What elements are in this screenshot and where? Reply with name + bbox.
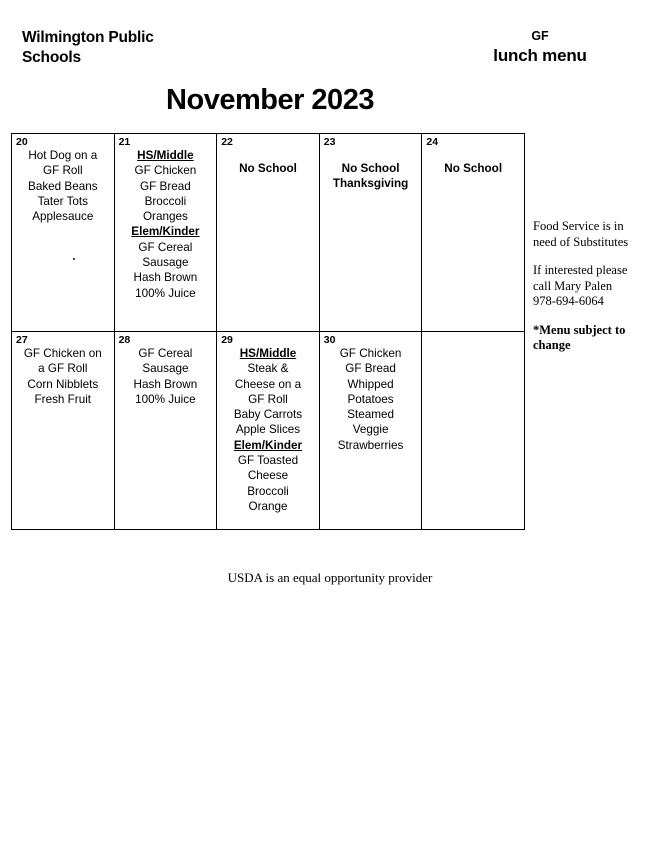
menu-item: Hot Dog on a (28, 149, 98, 162)
menu-item: Steamed (347, 408, 394, 422)
menu-item: Baby Carrots (233, 408, 303, 422)
menu-item: No School (341, 162, 400, 175)
contact-name-line: call Mary Palen (533, 278, 613, 293)
menu-item: GF Cereal (138, 347, 193, 360)
menu-item-list (217, 346, 319, 514)
grade-group-heading: HS/Middle (137, 149, 194, 162)
menu-item: Orange (248, 499, 288, 513)
substitutes-notice (533, 219, 661, 250)
menu-item: 100% Juice (135, 286, 196, 300)
menu-item: Broccoli (247, 484, 289, 498)
menu-item: Apple Slices (235, 423, 301, 437)
calendar-body (12, 134, 525, 530)
district-name-line-1: Wilmington Public (22, 29, 154, 46)
menu-item: Sausage (142, 362, 189, 376)
contact-notice (533, 263, 661, 310)
menu-item: GF Cereal (138, 240, 193, 254)
gluten-free-label: GF (531, 29, 549, 43)
menu-item: Hash Brown (133, 271, 198, 285)
menu-item: Fresh Fruit (34, 392, 92, 406)
scan-artifact-speck (73, 258, 75, 260)
no-school-notice (320, 148, 422, 192)
page-title: November 2023 (166, 84, 374, 116)
menu-item: a GF Roll (38, 362, 88, 376)
menu-item: Cheese on a (234, 377, 302, 391)
day-number: 30 (323, 334, 336, 346)
menu-item: GF Bread (345, 362, 396, 376)
menu-item-list (115, 346, 217, 407)
menu-item: No School (444, 162, 503, 175)
calendar-day-cell (217, 134, 320, 332)
lunch-menu-label: lunch menu (493, 46, 587, 65)
side-notes-panel (533, 219, 661, 354)
grade-group-heading: Elem/Kinder (233, 438, 303, 452)
no-school-notice (422, 148, 524, 176)
menu-calendar (11, 133, 525, 530)
day-number: 29 (221, 334, 233, 346)
menu-item: Applesauce (32, 210, 94, 224)
menu-item-list (320, 346, 422, 453)
menu-item: Steak & (247, 362, 289, 376)
menu-item: Whipped (347, 377, 394, 391)
menu-item: 100% Juice (135, 392, 196, 406)
menu-item: GF Bread (140, 179, 191, 193)
calendar-day-cell (422, 134, 525, 332)
calendar-day-cell (12, 332, 115, 530)
grade-group-heading: Elem/Kinder (131, 225, 200, 239)
substitutes-notice-line: need of Substitutes (533, 234, 629, 249)
calendar-week-row (12, 332, 525, 530)
menu-item-list (115, 148, 217, 301)
calendar-day-cell (217, 332, 320, 530)
menu-item: No School (239, 162, 297, 175)
menu-item: Tater Tots (37, 194, 89, 208)
menu-item: Potatoes (347, 392, 394, 406)
day-number: 24 (426, 136, 439, 148)
day-number: 21 (118, 136, 131, 148)
menu-item: GF Roll (42, 164, 83, 178)
holiday-name: Thanksgiving (332, 177, 409, 191)
day-number (422, 332, 524, 334)
contact-phone-number: 978-694-6064 (533, 294, 604, 308)
menu-disclaimer-line: *Menu subject to (533, 322, 626, 337)
day-number: 23 (323, 136, 336, 148)
menu-item: Cheese (247, 469, 289, 483)
menu-item: GF Chicken (339, 347, 402, 360)
menu-item-list (12, 346, 114, 407)
menu-item: Veggie (352, 423, 389, 437)
menu-type-heading (430, 28, 650, 67)
menu-item: GF Chicken (134, 164, 197, 178)
menu-item-list (12, 148, 114, 224)
menu-item: Corn Nibblets (27, 377, 99, 391)
day-number: 28 (118, 334, 131, 346)
school-district-name (22, 28, 242, 68)
menu-item: GF Chicken on (23, 347, 102, 360)
menu-item: Hash Brown (133, 377, 198, 391)
calendar-day-cell (114, 134, 217, 332)
menu-disclaimer-line: change (533, 338, 571, 352)
substitutes-notice-line: Food Service is in (533, 219, 624, 233)
menu-item: Baked Beans (28, 179, 98, 193)
menu-item: GF Roll (248, 392, 288, 406)
calendar-day-cell (319, 134, 422, 332)
calendar-day-cell (12, 134, 115, 332)
calendar-week-row (12, 134, 525, 332)
contact-notice-line: If interested please (533, 263, 628, 277)
menu-item: GF Toasted (237, 454, 299, 468)
usda-nondiscrimination-statement: USDA is an equal opportunity provider (227, 570, 433, 585)
district-name-line-2: Schools (22, 49, 81, 66)
calendar-day-cell (319, 332, 422, 530)
menu-item: Strawberries (337, 438, 404, 452)
menu-disclaimer (533, 323, 661, 354)
menu-item: Broccoli (144, 194, 187, 208)
day-number: 27 (16, 334, 28, 346)
grade-group-heading: HS/Middle (239, 347, 297, 360)
calendar-day-cell-empty (422, 332, 525, 530)
day-number: 20 (16, 136, 28, 148)
no-school-notice (217, 148, 319, 176)
day-number: 22 (221, 136, 233, 148)
menu-item: Sausage (142, 256, 189, 270)
calendar-day-cell (114, 332, 217, 530)
menu-item: Oranges (142, 210, 188, 224)
